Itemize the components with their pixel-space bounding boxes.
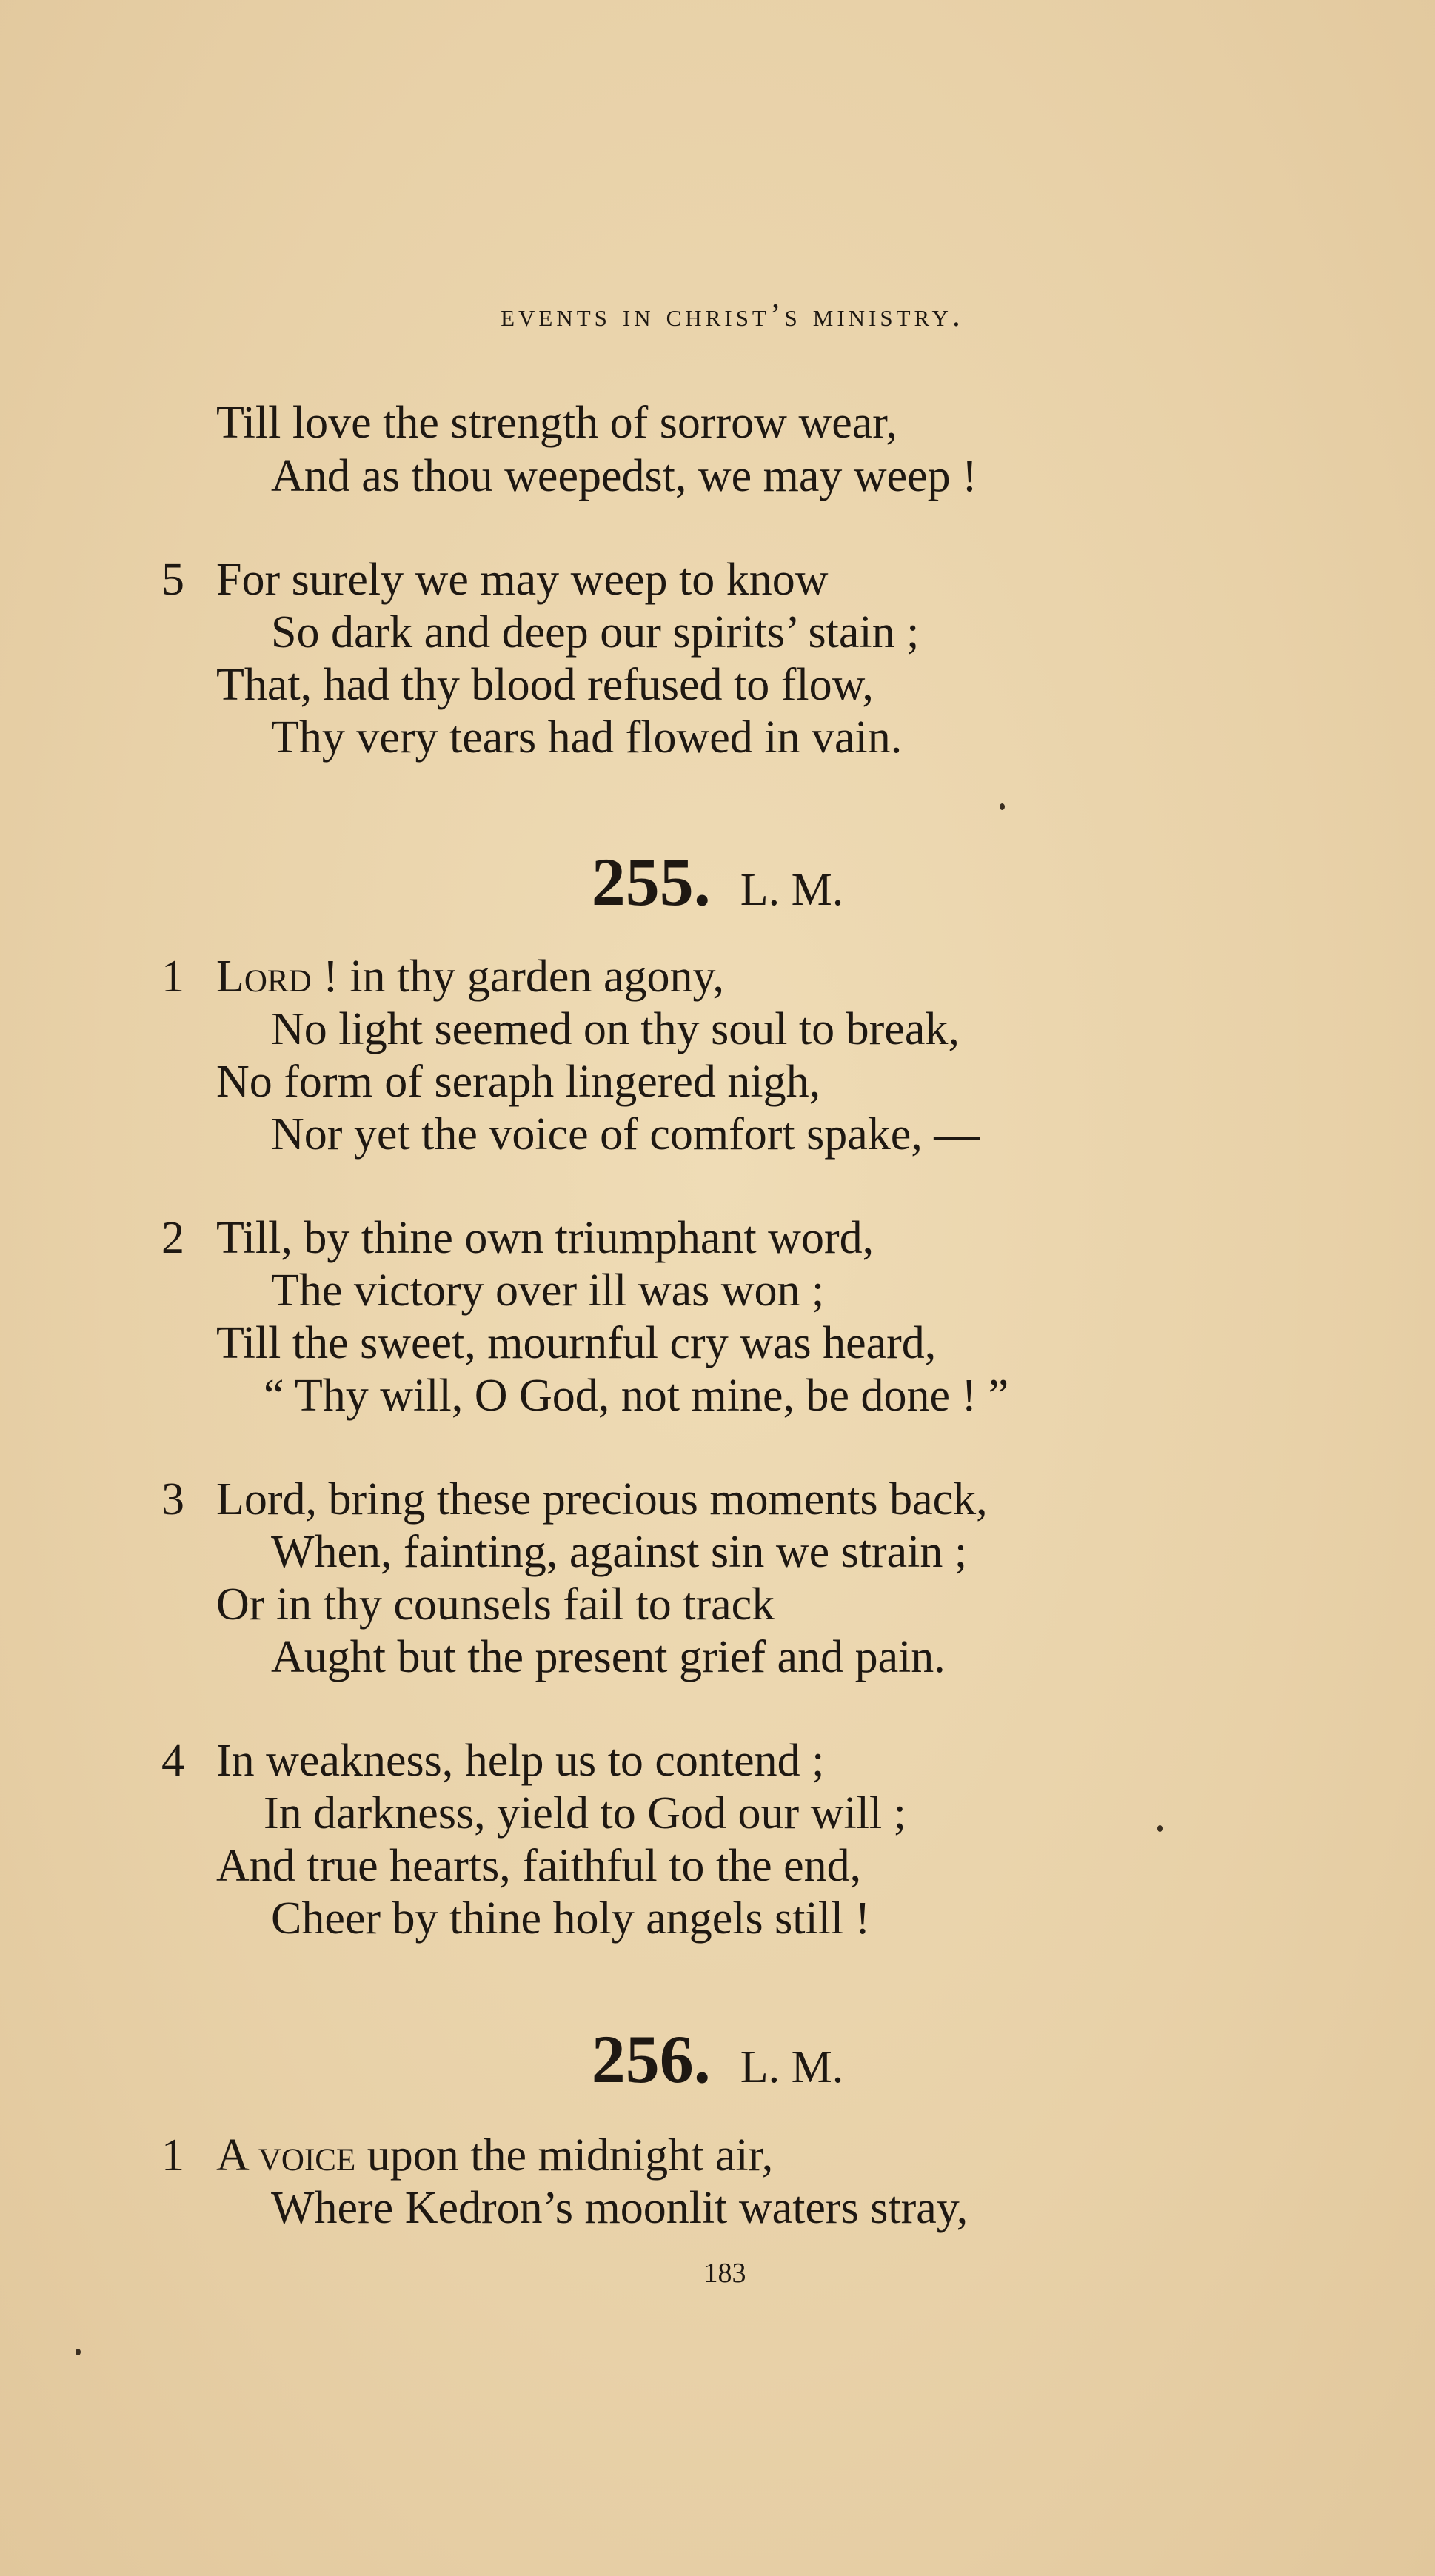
- hymn-255-heading: [0, 844, 1435, 920]
- verse-initial-word: Lord: [216, 951, 312, 1002]
- verse-line: The victory over ill was won ;: [271, 1265, 825, 1316]
- verse-initial-word: A voice: [216, 2130, 356, 2181]
- verse-line: Till the sweet, mournful cry was heard,: [216, 1318, 937, 1368]
- running-header-text: events in christ’s ministry.: [501, 297, 964, 333]
- stanza-number: 1: [161, 2130, 184, 2181]
- hymn-meter: L. M.: [740, 865, 844, 915]
- verse-line: So dark and deep our spirits’ stain ;: [271, 607, 920, 658]
- page-number-text: 183: [703, 2258, 746, 2289]
- verse-line: No light seemed on thy soul to break,: [271, 1004, 960, 1054]
- verse-line: For surely we may weep to know: [216, 555, 829, 605]
- verse-line: [216, 951, 724, 1002]
- continuation-line: Till love the strength of sorrow wear,: [216, 398, 897, 448]
- verse-line: Or in thy counsels fail to track: [216, 1579, 775, 1630]
- verse-line: “ Thy will, O God, not mine, be done ! ”: [264, 1371, 1009, 1421]
- verse-line: Till, by thine own triumphant word,: [216, 1213, 874, 1263]
- verse-line: And true hearts, faithful to the end,: [216, 1841, 862, 1891]
- verse-line: Thy very tears had flowed in vain.: [271, 712, 903, 763]
- verse-line: Nor yet the voice of comfort spake, —: [271, 1109, 980, 1160]
- verse-line: No form of seraph lingered nigh,: [216, 1057, 821, 1107]
- verse-line: In weakness, help us to contend ;: [216, 1736, 825, 1786]
- verse-line: That, had thy blood refused to flow,: [216, 660, 874, 710]
- stanza-number: 4: [161, 1736, 184, 1786]
- verse-line: Aught but the present grief and pain.: [271, 1632, 946, 1682]
- verse-line-rest: upon the midnight air,: [355, 2130, 774, 2181]
- page-number: [0, 2257, 1435, 2289]
- hymn-number: 255.: [591, 844, 711, 920]
- hymn-number: 256.: [591, 2021, 711, 2097]
- verse-line: Lord, bring these precious moments back,: [216, 1474, 988, 1525]
- verse-line: In darkness, yield to God our will ;: [264, 1788, 906, 1839]
- ink-speck: [1157, 1825, 1163, 1832]
- hymn-meter: L. M.: [740, 2042, 844, 2092]
- hymn-256-heading: [0, 2021, 1435, 2097]
- verse-line-rest: ! in thy garden agony,: [311, 951, 724, 1002]
- continuation-line: And as thou weepedst, we may weep !: [271, 451, 977, 501]
- verse-line: Cheer by thine holy angels still !: [271, 1893, 871, 1944]
- ink-speck: [1000, 803, 1005, 810]
- ink-speck: [76, 2349, 81, 2355]
- stanza-number: 3: [161, 1474, 184, 1525]
- stanza-number: 5: [161, 555, 184, 605]
- running-header: [0, 296, 1435, 334]
- verse-line: Where Kedron’s moonlit waters stray,: [271, 2183, 969, 2233]
- stanza-number: 1: [161, 951, 184, 1002]
- verse-line: When, fainting, against sin we strain ;: [271, 1527, 968, 1577]
- stanza-number: 2: [161, 1213, 184, 1263]
- verse-line: [216, 2130, 774, 2181]
